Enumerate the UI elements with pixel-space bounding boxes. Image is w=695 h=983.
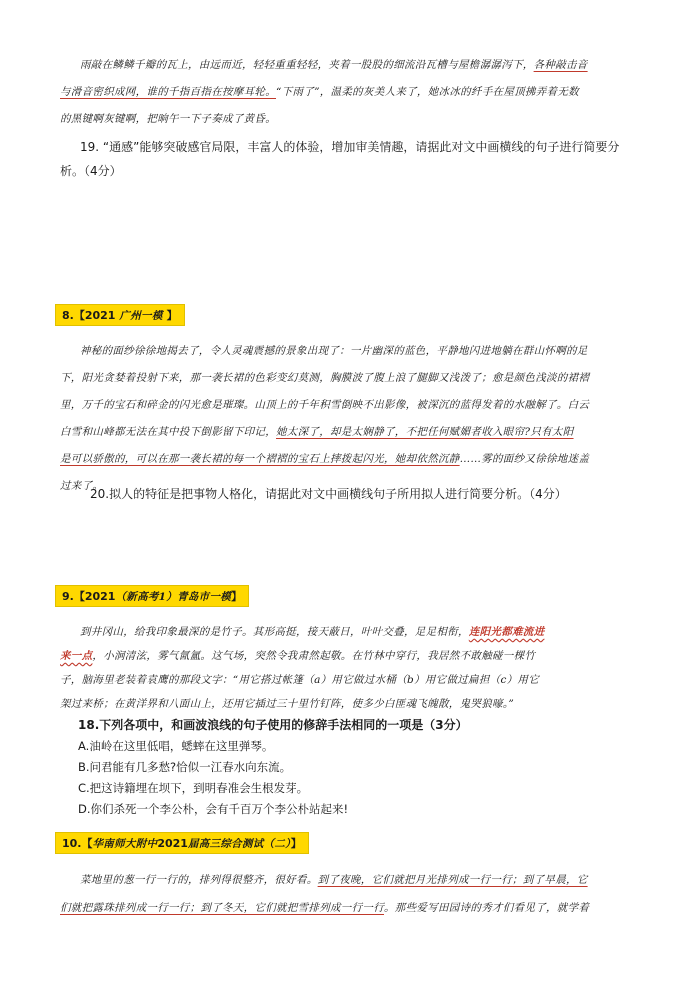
wavy-underlined-sentence: 连阳光都难流进 bbox=[468, 626, 545, 638]
underlined-sentence: 到了夜晚，它们就把月光排列成一行一行；到了早晨，它 bbox=[317, 874, 588, 886]
underlined-sentence: 是可以骄傲的，可以在那一袭长裙的每一个褶褶的宝石上摔拨起闪光，她却依然沉静 bbox=[60, 453, 460, 465]
passage-text: 里，万千的宝石和碎金的闪光愈是璀璨。山顶上的千年积雪倒映不出影像，被深沉的蓝得发着的水融解了。白云 bbox=[60, 399, 590, 411]
passage-text: 过来了。 bbox=[60, 480, 104, 492]
passage-text: 到井冈山，给我印象最深的是竹子。其形高挺，接天蔽日，叶叶交叠，足足相衔， bbox=[80, 626, 469, 638]
option-b[interactable]: B.问君能有几多愁?恰似一江春水向东流。 bbox=[78, 760, 292, 774]
section-header-9 bbox=[55, 585, 249, 607]
question-text: 析。（4分） bbox=[60, 164, 122, 178]
underlined-sentence: 与滑音密织成网，谁的千指百指在按摩耳轮。 bbox=[60, 86, 276, 98]
section-source: 届高三综合测试（二） bbox=[187, 838, 291, 850]
passage-text: 。那些爱写田园诗的秀才们看见了，就学着 bbox=[384, 902, 590, 914]
passage-text: 的黑键啊灰键啊，把晌午一下子奏成了黄昏。 bbox=[60, 113, 276, 125]
section-bracket: 】 bbox=[231, 590, 243, 603]
section-year: 2021 bbox=[84, 309, 116, 322]
option-c[interactable]: C.把这诗籍埋在坝下，到明春准会生根发芽。 bbox=[78, 781, 309, 795]
passage-text: 架过来桥；在黄洋界和八面山上，还用它插过三十里竹钉阵，使多少白匪魂飞魄散，鬼哭狼嚎。” bbox=[60, 698, 515, 710]
question-text: “通感”能够突破感官局限，丰富人的体验，增加审美情趣，请据此对文中画横线的句子进行简要分 bbox=[102, 140, 620, 154]
question-text: 18.下列各项中，和画波浪线的句子使用的修辞手法相同的一项是（3分） bbox=[78, 718, 468, 732]
passage-bamboo bbox=[60, 620, 640, 716]
underlined-sentence: 各种敲击音 bbox=[533, 59, 588, 71]
section-year: 2021 bbox=[84, 590, 116, 603]
wavy-underlined-sentence: 来一点 bbox=[60, 650, 93, 662]
passage-onion bbox=[60, 866, 640, 922]
section-header-8 bbox=[55, 304, 185, 326]
passage-text: 子，脑海里老装着袁鹰的那段文字：“用它搭过帐篷（a）用它做过水桶（b）用它做过扁担（c）用它 bbox=[60, 674, 540, 686]
underlined-sentence: 她太深了，却是太娴静了，不把任何赋媚者收入眼帘?只有太阳 bbox=[276, 426, 574, 438]
passage-text: “下雨了”，温柔的灰美人来了，她冰冰的纤手在屋顶拂弄着无数 bbox=[276, 86, 579, 98]
section-number: 10.【 bbox=[62, 837, 93, 850]
option-d[interactable]: D.你们杀死一个李公朴，会有千百万个李公朴站起来! bbox=[78, 802, 349, 816]
section-source: （新高考1）青岛市一模 bbox=[115, 591, 232, 603]
section-source: 华南师大附中 bbox=[92, 838, 158, 850]
question-text: 20.拟人的特征是把事物人格化，请据此对文中画横线句子所用拟人进行简要分析。（4分） bbox=[90, 487, 567, 501]
passage-text: ，小涧清泫，雾气氤氲。这气场，突然令我肃然起敬。在竹林中穿行，我居然不敢触碰一棵竹 bbox=[92, 650, 536, 662]
section-source: 广州一模 bbox=[115, 310, 167, 322]
passage-text: 下，阳光贪婪着投射下来，那一袭长裙的色彩变幻莫测，胸膜波了腹上浪了腿脚又浅泼了；愈是颜色浅淡的裙褶 bbox=[60, 372, 590, 384]
passage-text: 白雪和山峰都无法在其中投下倒影留下印记， bbox=[60, 426, 276, 438]
passage-text: 菜地里的葱一行一行的，排列得很整齐，很好看。 bbox=[80, 874, 318, 886]
passage-rain bbox=[60, 52, 640, 133]
section-bracket: 】 bbox=[166, 309, 178, 322]
passage-lake bbox=[60, 338, 640, 500]
option-a[interactable]: A.油岭在这里低唱，蟋蟀在这里弹琴。 bbox=[78, 739, 274, 753]
section-number: 8.【 bbox=[62, 309, 85, 322]
question-20 bbox=[90, 482, 650, 506]
passage-text: 雨敲在鳞鳞千瓣的瓦上，由远而近，轻轻重重轻轻，夹着一股股的细流沿瓦槽与屋檐潺潺泻下， bbox=[80, 59, 534, 71]
passage-text: 神秘的面纱徐徐地揭去了，令人灵魂震撼的景象出现了：一片幽深的蓝色，平静地闪进地躺在群山怀啊的足 bbox=[80, 345, 588, 357]
section-year: 2021 bbox=[157, 837, 188, 850]
question-number: 19. bbox=[80, 140, 100, 154]
section-number: 9.【 bbox=[62, 590, 85, 603]
section-header-10 bbox=[55, 832, 309, 854]
passage-text: ……雾的面纱又徐徐地迷盖 bbox=[459, 453, 590, 465]
question-19 bbox=[60, 135, 640, 183]
underlined-sentence: 们就把露珠排列成一行一行；到了冬天，它们就把雪排列成一行一行 bbox=[60, 902, 384, 914]
question-18 bbox=[78, 714, 648, 820]
section-bracket: 】 bbox=[290, 837, 302, 850]
